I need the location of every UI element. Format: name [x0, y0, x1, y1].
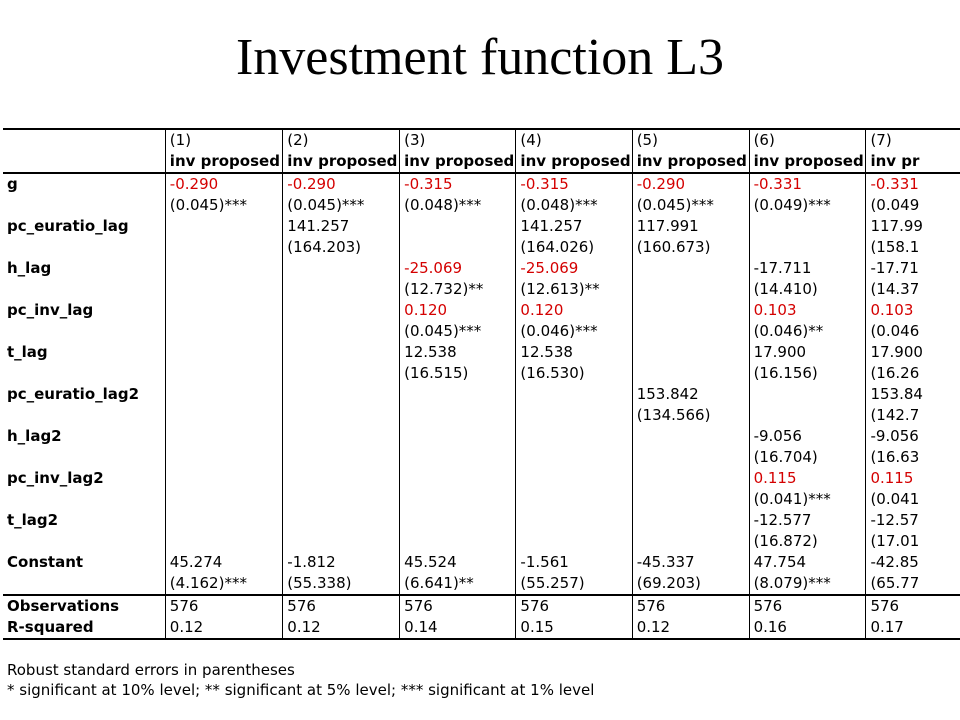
stat-value: 576 — [516, 595, 632, 617]
coefficient-cell — [165, 468, 282, 489]
std-error-cell — [632, 531, 749, 552]
coef-row — [3, 342, 960, 363]
std-error-cell — [283, 489, 400, 510]
std-error-cell — [165, 447, 282, 468]
std-error-cell: (8.079)*** — [749, 573, 866, 595]
std-error-cell: (0.041)*** — [749, 489, 866, 510]
coefficient-cell — [400, 426, 516, 447]
column-label: inv pr — [866, 151, 960, 173]
coefficient-cell: 17.900 — [749, 342, 866, 363]
std-error-cell: (0.045)*** — [283, 195, 400, 216]
std-error-cell — [165, 237, 282, 258]
stat-value: 0.12 — [165, 617, 282, 639]
std-error-cell: (17.01 — [866, 531, 960, 552]
stat-value: 0.16 — [749, 617, 866, 639]
coefficient-cell: 0.120 — [400, 300, 516, 321]
std-error-cell: (55.338) — [283, 573, 400, 595]
coefficient-cell: 0.115 — [749, 468, 866, 489]
coefficient-cell — [632, 510, 749, 531]
std-error-cell: (0.045)*** — [165, 195, 282, 216]
std-error-cell — [400, 237, 516, 258]
coefficient-cell — [165, 300, 282, 321]
coefficient-cell — [283, 510, 400, 531]
coefficient-cell — [632, 258, 749, 279]
stat-value: 576 — [749, 595, 866, 617]
stat-value: 576 — [165, 595, 282, 617]
coefficient-cell: 117.991 — [632, 216, 749, 237]
column-label: inv proposed — [516, 151, 632, 173]
std-error-cell: (16.872) — [749, 531, 866, 552]
std-error-cell — [165, 489, 282, 510]
coefficient-cell — [516, 510, 632, 531]
se-row — [3, 363, 960, 384]
std-error-cell: (14.410) — [749, 279, 866, 300]
variable-name: pc_inv_lag — [7, 301, 94, 319]
se-row — [3, 447, 960, 468]
stat-value: 0.12 — [632, 617, 749, 639]
std-error-cell: (12.613)** — [516, 279, 632, 300]
se-row — [3, 321, 960, 342]
stat-row — [3, 595, 960, 617]
coefficient-cell: -45.337 — [632, 552, 749, 573]
std-error-cell: (16.156) — [749, 363, 866, 384]
variable-name: h_lag — [7, 259, 52, 277]
coefficient-cell — [283, 258, 400, 279]
coefficient-cell — [516, 426, 632, 447]
coefficient-cell: 0.115 — [866, 468, 960, 489]
column-label: inv proposed — [283, 151, 400, 173]
se-row — [3, 237, 960, 258]
variable-name: pc_inv_lag2 — [7, 469, 104, 487]
std-error-cell — [632, 279, 749, 300]
coefficient-cell: 141.257 — [283, 216, 400, 237]
note-significance: * significant at 10% level; ** significant at 5% level; *** significant at 1% level — [7, 681, 595, 699]
variable-name-blank — [3, 195, 165, 216]
coefficient-cell — [632, 300, 749, 321]
coefficient-cell: 141.257 — [516, 216, 632, 237]
variable-name: h_lag2 — [7, 427, 62, 445]
stat-value: 0.15 — [516, 617, 632, 639]
variable-name-blank — [3, 489, 165, 510]
std-error-cell: (0.048)*** — [400, 195, 516, 216]
coefficient-cell — [632, 342, 749, 363]
stat-value: 576 — [283, 595, 400, 617]
stat-name: R-squared — [3, 617, 165, 639]
std-error-cell: (158.1 — [866, 237, 960, 258]
std-error-cell — [283, 447, 400, 468]
coefficient-cell: 45.274 — [165, 552, 282, 573]
coefficient-cell: -17.711 — [749, 258, 866, 279]
std-error-cell — [749, 237, 866, 258]
variable-name-blank — [3, 321, 165, 342]
std-error-cell — [283, 405, 400, 426]
se-row — [3, 405, 960, 426]
coefficient-cell — [749, 216, 866, 237]
coef-row — [3, 300, 960, 321]
std-error-cell — [516, 489, 632, 510]
std-error-cell: (142.7 — [866, 405, 960, 426]
std-error-cell — [283, 279, 400, 300]
std-error-cell — [632, 321, 749, 342]
variable-name: Constant — [7, 553, 84, 571]
coefficient-cell — [165, 384, 282, 405]
se-row — [3, 531, 960, 552]
std-error-cell — [165, 363, 282, 384]
std-error-cell: (0.045)*** — [632, 195, 749, 216]
coef-row — [3, 173, 960, 195]
column-label: inv proposed — [165, 151, 282, 173]
coefficient-cell — [400, 468, 516, 489]
coefficient-cell: -42.85 — [866, 552, 960, 573]
std-error-cell — [283, 321, 400, 342]
std-error-cell — [632, 363, 749, 384]
coefficient-cell: -17.71 — [866, 258, 960, 279]
std-error-cell — [516, 447, 632, 468]
coefficient-cell: 12.538 — [400, 342, 516, 363]
coefficient-cell: 0.120 — [516, 300, 632, 321]
column-number: (3) — [400, 129, 516, 151]
std-error-cell — [632, 489, 749, 510]
std-error-cell: (0.048)*** — [516, 195, 632, 216]
std-error-cell: (55.257) — [516, 573, 632, 595]
std-error-cell: (164.203) — [283, 237, 400, 258]
variable-name-blank — [3, 279, 165, 300]
column-label: inv proposed — [632, 151, 749, 173]
std-error-cell: (0.049)*** — [749, 195, 866, 216]
std-error-cell — [516, 405, 632, 426]
coefficient-cell — [283, 468, 400, 489]
std-error-cell — [165, 531, 282, 552]
std-error-cell: (16.530) — [516, 363, 632, 384]
std-error-cell: (16.63 — [866, 447, 960, 468]
coefficient-cell — [283, 300, 400, 321]
std-error-cell — [283, 531, 400, 552]
slide-title: Investment function L3 — [235, 29, 725, 86]
coefficient-cell — [283, 342, 400, 363]
coefficient-cell — [165, 258, 282, 279]
header-row-numbers — [3, 129, 960, 151]
coefficient-cell: -9.056 — [866, 426, 960, 447]
regression-table-container — [3, 128, 960, 642]
std-error-cell — [400, 405, 516, 426]
coefficient-cell — [749, 384, 866, 405]
stat-name: Observations — [3, 595, 165, 617]
std-error-cell: (0.045)*** — [400, 321, 516, 342]
column-number: (2) — [283, 129, 400, 151]
std-error-cell — [632, 447, 749, 468]
coefficient-cell: 45.524 — [400, 552, 516, 573]
coefficient-cell: -9.056 — [749, 426, 866, 447]
coefficient-cell: -25.069 — [400, 258, 516, 279]
variable-name-blank — [3, 531, 165, 552]
coefficient-cell: 0.103 — [749, 300, 866, 321]
coefficient-cell: -0.290 — [283, 173, 400, 195]
coefficient-cell: -0.315 — [516, 173, 632, 195]
std-error-cell: (12.732)** — [400, 279, 516, 300]
coefficient-cell — [400, 216, 516, 237]
stat-value: 576 — [400, 595, 516, 617]
std-error-cell: (16.26 — [866, 363, 960, 384]
stat-value: 576 — [632, 595, 749, 617]
coefficient-cell — [400, 510, 516, 531]
column-number: (5) — [632, 129, 749, 151]
coefficient-cell — [516, 468, 632, 489]
std-error-cell: (0.046)*** — [516, 321, 632, 342]
variable-name-blank — [3, 447, 165, 468]
coefficient-cell — [165, 426, 282, 447]
std-error-cell — [400, 531, 516, 552]
std-error-cell: (0.046 — [866, 321, 960, 342]
std-error-cell — [165, 321, 282, 342]
coefficient-cell: 12.538 — [516, 342, 632, 363]
note-robust-se: Robust standard errors in parentheses — [7, 661, 295, 679]
stat-row — [3, 617, 960, 639]
coefficient-cell — [632, 468, 749, 489]
std-error-cell: (65.77 — [866, 573, 960, 595]
std-error-cell — [400, 489, 516, 510]
std-error-cell: (4.162)*** — [165, 573, 282, 595]
coefficient-cell: 17.900 — [866, 342, 960, 363]
header-row-labels — [3, 151, 960, 173]
std-error-cell: (14.37 — [866, 279, 960, 300]
column-number: (6) — [749, 129, 866, 151]
column-number: (7) — [866, 129, 960, 151]
coefficient-cell: -12.57 — [866, 510, 960, 531]
std-error-cell: (16.515) — [400, 363, 516, 384]
coefficient-cell — [516, 384, 632, 405]
coef-row — [3, 552, 960, 573]
coefficient-cell: -0.290 — [632, 173, 749, 195]
std-error-cell — [400, 447, 516, 468]
std-error-cell — [516, 531, 632, 552]
coefficient-cell: -25.069 — [516, 258, 632, 279]
stat-value: 0.12 — [283, 617, 400, 639]
std-error-cell: (0.041 — [866, 489, 960, 510]
regression-table — [3, 128, 960, 640]
coef-row — [3, 258, 960, 279]
std-error-cell: (6.641)** — [400, 573, 516, 595]
std-error-cell: (134.566) — [632, 405, 749, 426]
coefficient-cell: -12.577 — [749, 510, 866, 531]
se-row — [3, 489, 960, 510]
variable-name-blank — [3, 573, 165, 595]
coefficient-cell: -0.331 — [749, 173, 866, 195]
coefficient-cell: -1.561 — [516, 552, 632, 573]
column-label: inv proposed — [749, 151, 866, 173]
variable-name: t_lag — [7, 343, 48, 361]
coefficient-cell: -0.331 — [866, 173, 960, 195]
coefficient-cell: 153.842 — [632, 384, 749, 405]
coefficient-cell — [283, 384, 400, 405]
se-row — [3, 195, 960, 216]
column-number: (4) — [516, 129, 632, 151]
std-error-cell — [749, 405, 866, 426]
coef-row — [3, 426, 960, 447]
coefficient-cell — [632, 426, 749, 447]
coefficient-cell — [165, 510, 282, 531]
std-error-cell: (0.046)** — [749, 321, 866, 342]
std-error-cell: (0.049 — [866, 195, 960, 216]
coef-row — [3, 384, 960, 405]
variable-name: pc_euratio_lag — [7, 217, 129, 235]
variable-name: g — [7, 175, 18, 193]
coefficient-cell — [283, 426, 400, 447]
coefficient-cell — [400, 384, 516, 405]
coef-row — [3, 510, 960, 531]
column-number: (1) — [165, 129, 282, 151]
coefficient-cell: -0.290 — [165, 173, 282, 195]
se-row — [3, 573, 960, 595]
variable-name-blank — [3, 363, 165, 384]
std-error-cell — [283, 363, 400, 384]
coefficient-cell: 117.99 — [866, 216, 960, 237]
coefficient-cell: 153.84 — [866, 384, 960, 405]
variable-name: t_lag2 — [7, 511, 59, 529]
coefficient-cell — [165, 342, 282, 363]
stat-value: 576 — [866, 595, 960, 617]
coefficient-cell — [165, 216, 282, 237]
variable-name-blank — [3, 237, 165, 258]
std-error-cell: (16.704) — [749, 447, 866, 468]
std-error-cell — [165, 279, 282, 300]
coef-row — [3, 468, 960, 489]
stat-value: 0.17 — [866, 617, 960, 639]
std-error-cell: (164.026) — [516, 237, 632, 258]
coefficient-cell: 47.754 — [749, 552, 866, 573]
std-error-cell — [165, 405, 282, 426]
std-error-cell: (69.203) — [632, 573, 749, 595]
coefficient-cell: -0.315 — [400, 173, 516, 195]
header-corner-cell — [3, 129, 165, 151]
coef-row — [3, 216, 960, 237]
coefficient-cell: -1.812 — [283, 552, 400, 573]
header-corner-cell — [3, 151, 165, 173]
se-row — [3, 279, 960, 300]
table-notes — [7, 660, 594, 700]
std-error-cell: (160.673) — [632, 237, 749, 258]
stat-value: 0.14 — [400, 617, 516, 639]
column-label: inv proposed — [400, 151, 516, 173]
variable-name-blank — [3, 405, 165, 426]
variable-name: pc_euratio_lag2 — [7, 385, 140, 403]
coefficient-cell: 0.103 — [866, 300, 960, 321]
